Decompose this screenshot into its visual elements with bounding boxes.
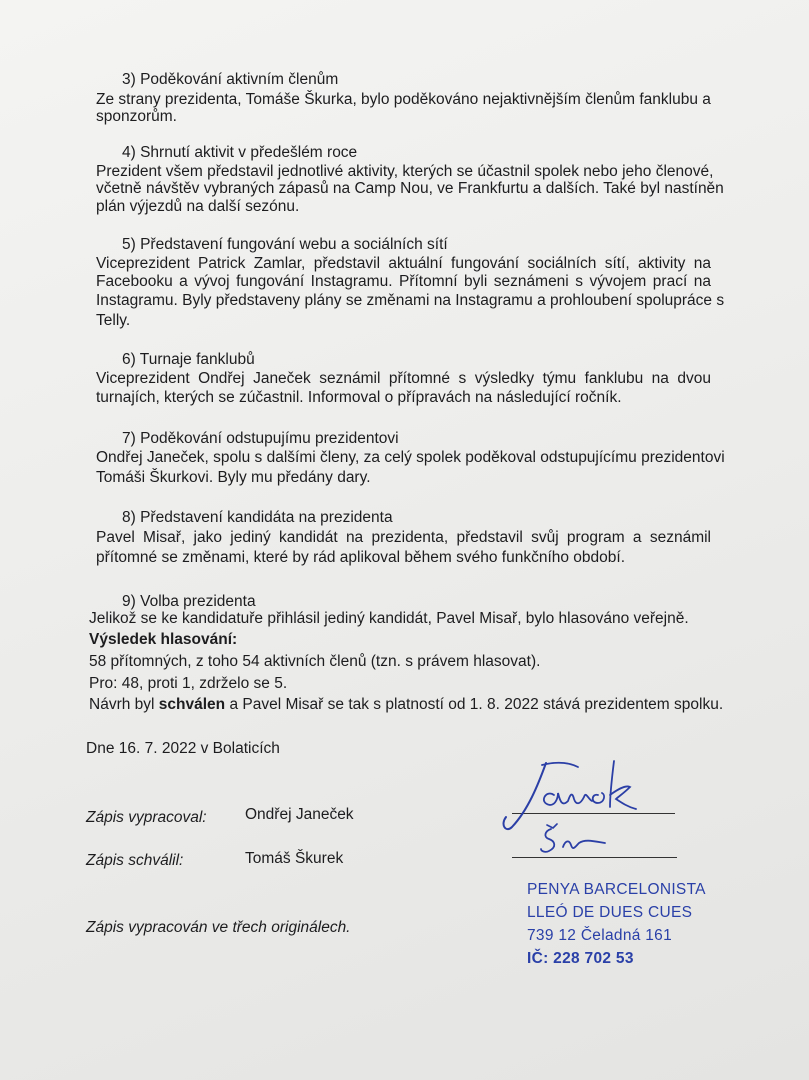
section-7-line-1: Ondřej Janeček, spolu s dalšími členy, za celý spolek poděkoval odstupujícímu prezidentovi xyxy=(96,449,725,466)
vote-proposal-suffix: a Pavel Misař se tak s platností od 1. 8. 2022 stává prezidentem spolku. xyxy=(225,696,724,713)
section-5-heading: 5) Představení fungování webu a sociálních sítí xyxy=(122,236,448,253)
section-5-line-2: Facebooku a vývoj fungování Instagramu. Přítomní byli seznámeni s vývojem prací na xyxy=(96,273,711,290)
stamp-line-4: IČ: 228 702 53 xyxy=(527,950,634,967)
section-8-line-2: přítomné se změnami, které by rád aplikoval během svého funkčního období. xyxy=(96,549,626,566)
vote-attendance: 58 přítomných, z toho 54 aktivních členů (tzn. s právem hlasovat). xyxy=(89,653,541,670)
section-5-line-4: Telly. xyxy=(96,312,131,329)
approved-by-name: Tomáš Škurek xyxy=(245,850,344,867)
section-6-heading: 6) Turnaje fanklubů xyxy=(122,351,255,368)
section-6-line-2: turnajích, kterých se zúčastnil. Informoval o přípravách na následující ročník. xyxy=(96,389,622,406)
date-place: Dne 16. 7. 2022 v Bolaticích xyxy=(86,740,280,757)
prepared-by-label: Zápis vypracoval: xyxy=(86,809,207,826)
stamp-line-3: 739 12 Čeladná 161 xyxy=(527,927,673,944)
handwritten-signature-skurek xyxy=(535,823,615,863)
stamp-line-2: LLEÓ DE DUES CUES xyxy=(527,904,693,921)
section-4-heading: 4) Shrnutí aktivit v předešlém roce xyxy=(122,144,358,161)
section-5-line-1: Viceprezident Patrick Zamlar, představil aktuální fungování sociálních sítí, aktivity na xyxy=(96,255,711,272)
copies-note: Zápis vypracován ve třech originálech. xyxy=(86,919,351,936)
section-5-line-3: Instagramu. Byly představeny plány se změnami na Instagramu a prohloubení spolupráce s xyxy=(96,292,725,309)
section-4-line-2: včetně návštěv vybraných zápasů na Camp Nou, ve Frankfurtu a dalších. Také byl nastíněn xyxy=(96,180,724,197)
vote-result-label: Výsledek hlasování: xyxy=(89,631,238,648)
section-8-line-1: Pavel Misař, jako jediný kandidát na prezidenta, představil svůj program a seznámil xyxy=(96,529,711,546)
section-9-line-1: Jelikož se ke kandidatuře přihlásil jediný kandidát, Pavel Misař, bylo hlasováno veřejně. xyxy=(89,610,689,627)
section-9-heading: 9) Volba prezidenta xyxy=(122,593,256,610)
vote-tally: Pro: 48, proti 1, zdrželo se 5. xyxy=(89,675,288,692)
section-6-line-1: Viceprezident Ondřej Janeček seznámil přítomné s výsledky týmu fanklubu na dvou xyxy=(96,370,711,387)
section-4-line-1: Prezident všem představil jednotlivé aktivity, kterých se účastnil spolek nebo jeho členové, xyxy=(96,163,714,180)
section-3-line-2: sponzorům. xyxy=(96,108,177,125)
section-7-heading: 7) Poděkování odstupujímu prezidentovi xyxy=(122,430,399,447)
approved-by-label: Zápis schválil: xyxy=(86,852,184,869)
section-8-heading: 8) Představení kandidáta na prezidenta xyxy=(122,509,393,526)
section-4-line-3: plán výjezdů na další sezónu. xyxy=(96,198,300,215)
prepared-by-name: Ondřej Janeček xyxy=(245,806,354,823)
section-7-line-2: Tomáši Škurkovi. Byly mu předány dary. xyxy=(96,469,371,486)
section-3-heading: 3) Poděkování aktivním členům xyxy=(122,71,339,88)
organization-stamp xyxy=(527,878,706,970)
section-3-line-1: Ze strany prezidenta, Tomáše Škurka, bylo poděkováno nejaktivnějším členům fanklubu a xyxy=(96,91,711,108)
vote-proposal-prefix: Návrh byl xyxy=(89,696,159,713)
vote-proposal-approved: schválen xyxy=(158,696,226,713)
vote-proposal xyxy=(89,695,723,715)
stamp-line-1: PENYA BARCELONISTA xyxy=(527,881,706,898)
